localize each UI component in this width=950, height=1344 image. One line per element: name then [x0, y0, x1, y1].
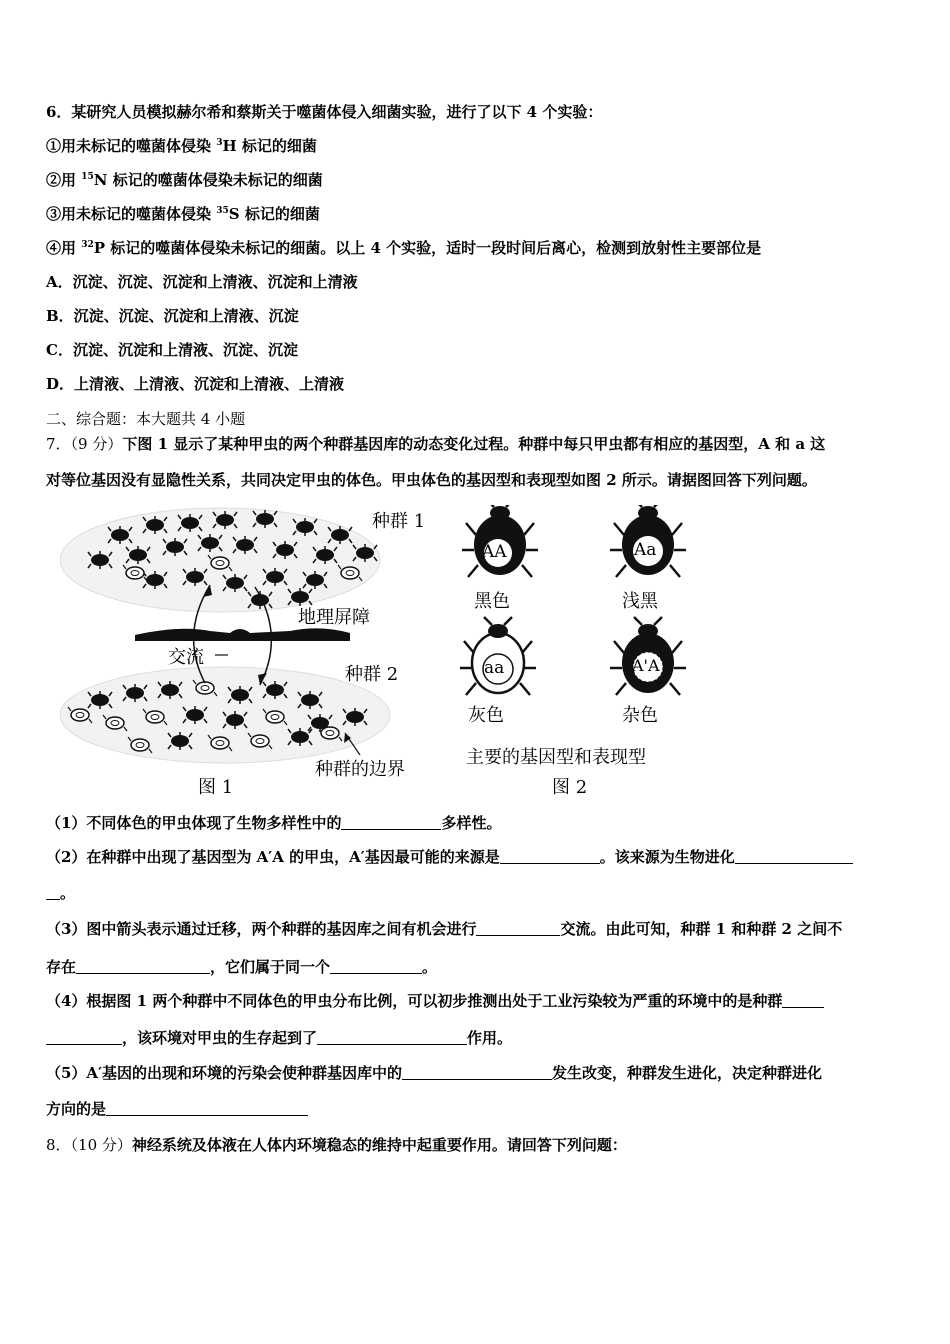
- figure-2: [460, 505, 710, 800]
- fig1-pop2-label: 种群 2: [345, 664, 399, 685]
- q7-sub-3: （3）图中箭头表示通过迁移，两个种群的基因库之间有机会进行 交流。由此可知，种群 1 和种群 2 之间不: [46, 920, 843, 938]
- beetle-2-phenotype: 浅黑: [622, 591, 658, 612]
- q7-sub-1: （1）不同体色的甲虫体现了生物多样性中的 多样性。: [46, 814, 502, 832]
- fig1-exchange-label: 交流: [168, 647, 204, 668]
- q7-sub-2-cont: 。: [46, 883, 75, 903]
- blank-5a[interactable]: [402, 1064, 552, 1080]
- blank-4a[interactable]: [782, 992, 824, 1008]
- blank-3b[interactable]: [76, 958, 210, 974]
- fig1-barrier-label: 地理屏障: [298, 607, 370, 628]
- q7-sub-4: （4）根据图 1 两个种群中不同体色的甲虫分布比例，可以初步推测出处于工业污染较为严重的环境中的是种群: [46, 991, 824, 1011]
- fig1-pop1-label: 种群 1: [372, 511, 426, 532]
- q7-sub-5: （5）A′基因的出现和环境的污染会使种群基因库中的 发生改变，种群发生进化，决定种群进化: [46, 1064, 823, 1082]
- q6-option-a: A．沉淀、沉淀、沉淀和上清液、沉淀和上清液: [46, 273, 358, 291]
- beetle-3-genotype: aa: [484, 658, 505, 678]
- section-heading: 二、综合题：本大题共 4 小题: [46, 410, 246, 428]
- q7-sub-5-cont: 方向的是: [46, 1099, 308, 1119]
- q6-option-d: D．上清液、上清液、沉淀和上清液、上清液: [46, 375, 345, 393]
- fig1-caption: 图 1: [198, 777, 234, 798]
- q6-experiment-2: ②用 $^{15}$N 标记的噬菌体侵染未标记的细菌: [46, 171, 323, 189]
- q6-stem: 6．某研究人员模拟赫尔希和蔡斯关于噬菌体侵入细菌实验，进行了以下 4 个实验：: [46, 103, 603, 121]
- figure-1: [60, 505, 440, 800]
- beetle-aa-grey: [460, 617, 536, 695]
- blank-3c[interactable]: [330, 958, 422, 974]
- blank-1[interactable]: [341, 814, 441, 830]
- q8-stem: 8．（10 分）神经系统及体液在人体内环境稳态的维持中起重要作用。请回答下列问题：: [46, 1136, 627, 1154]
- blank-2b-cont[interactable]: [46, 884, 60, 900]
- blank-2a[interactable]: [500, 848, 600, 864]
- q7-sub-3-cont: 存在 ，它们属于同一个 。: [46, 958, 438, 976]
- q6-experiment-3: ③用未标记的噬菌体侵染 $^{35}$S 标记的细菌: [46, 205, 320, 223]
- fig2-caption: 图 2: [552, 777, 588, 798]
- blank-5b[interactable]: [106, 1100, 308, 1116]
- q6-option-c: C．沉淀、沉淀和上清液、沉淀、沉淀: [46, 341, 298, 359]
- blank-4a-cont[interactable]: [46, 1029, 122, 1045]
- q7-sub-4-cont: ，该环境对甲虫的生存起到了 作用。: [46, 1028, 512, 1048]
- blank-4b[interactable]: [317, 1029, 467, 1045]
- beetle-3-phenotype: 灰色: [468, 705, 504, 726]
- beetle-2-genotype: Aa: [634, 540, 657, 560]
- q6-experiment-4: ④用 $^{32}$P 标记的噬菌体侵染未标记的细菌。以上 4 个实验，适时一段时间后离心，检测到放射性主要部位是: [46, 239, 762, 257]
- beetle-4-phenotype: 杂色: [622, 705, 658, 726]
- q7-stem-line2: 对等位基因没有显隐性关系，共同决定甲虫的体色。甲虫体色的基因型和表现型如图 2 所示。请据图回答下列问题。: [46, 471, 817, 489]
- q7-stem-line1: 7．（9 分）下图 1 显示了某种甲虫的两个种群基因库的动态变化过程。种群中每只甲虫都有相应的基因型，A 和 a 这: [46, 435, 826, 453]
- beetle-aa-black: [462, 505, 538, 577]
- blank-2b[interactable]: [735, 848, 853, 864]
- beetle-1-phenotype: 黑色: [474, 591, 510, 612]
- fig1-boundary-label: 种群的边界: [315, 759, 405, 780]
- beetle-1-genotype: AA: [482, 542, 507, 562]
- q7-sub-2: （2）在种群中出现了基因型为 A′A 的甲虫，A′基因最可能的来源是 。该来源为生物进化: [46, 847, 853, 867]
- blank-3a[interactable]: [476, 920, 560, 936]
- q6-option-b: B．沉淀、沉淀、沉淀和上清液、沉淀: [46, 307, 299, 325]
- fig2-title: 主要的基因型和表现型: [466, 747, 646, 768]
- beetle-4-genotype: A'A: [632, 656, 660, 675]
- q6-experiment-1: ①用未标记的噬菌体侵染 $^3$H 标记的细菌: [46, 137, 317, 155]
